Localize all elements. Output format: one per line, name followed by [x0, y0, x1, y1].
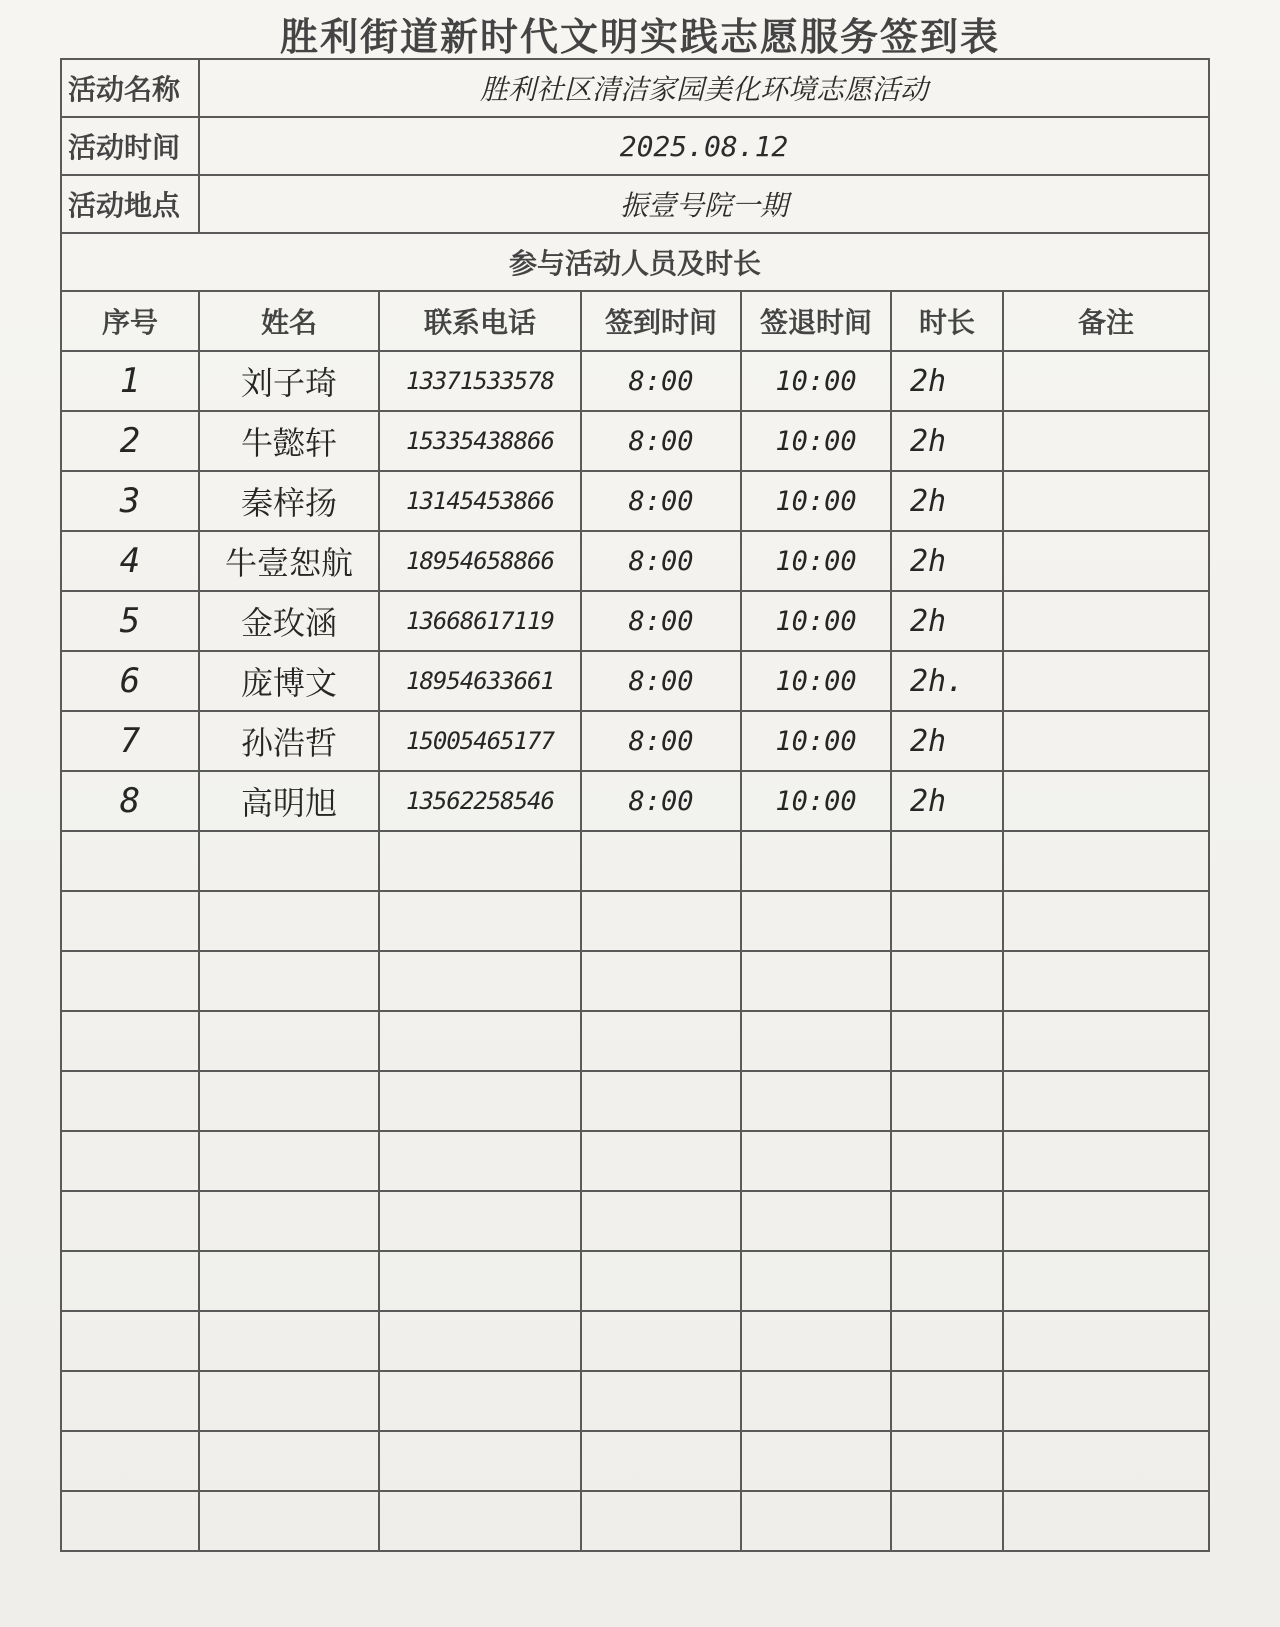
checkin-cell: 8:00: [581, 471, 741, 531]
empty-cell: [379, 951, 581, 1011]
activity-time-label: 活动时间: [61, 117, 199, 175]
duration-cell: 2h: [891, 351, 1003, 411]
empty-row: [61, 1311, 1209, 1371]
phone-cell: 18954633661: [379, 651, 581, 711]
checkin-cell: 8:00: [581, 651, 741, 711]
note-cell: [1003, 351, 1209, 411]
phone-cell: 13668617119: [379, 591, 581, 651]
empty-cell: [61, 951, 199, 1011]
note-cell: [1003, 711, 1209, 771]
empty-row: [61, 1011, 1209, 1071]
empty-cell: [379, 1131, 581, 1191]
seq-cell: 7: [61, 711, 199, 771]
checkout-cell: 10:00: [741, 591, 891, 651]
empty-row: [61, 831, 1209, 891]
empty-cell: [199, 891, 379, 951]
phone-cell: 15005465177: [379, 711, 581, 771]
duration-cell: 2h: [891, 411, 1003, 471]
empty-cell: [1003, 891, 1209, 951]
empty-cell: [581, 1011, 741, 1071]
note-cell: [1003, 591, 1209, 651]
name-cell: 牛壹恕航: [199, 531, 379, 591]
empty-cell: [61, 891, 199, 951]
empty-cell: [581, 1491, 741, 1551]
empty-cell: [581, 1311, 741, 1371]
table-row: [61, 591, 1209, 651]
empty-cell: [741, 831, 891, 891]
header-name: 姓名: [199, 291, 379, 351]
header-note: 备注: [1003, 291, 1209, 351]
empty-cell: [199, 1071, 379, 1131]
phone-cell: 13562258546: [379, 771, 581, 831]
empty-row: [61, 1431, 1209, 1491]
seq-cell: 4: [61, 531, 199, 591]
empty-cell: [61, 1491, 199, 1551]
empty-cell: [379, 1071, 581, 1131]
header-seq: 序号: [61, 291, 199, 351]
seq-cell: 8: [61, 771, 199, 831]
name-cell: 秦梓扬: [199, 471, 379, 531]
note-cell: [1003, 651, 1209, 711]
checkin-cell: 8:00: [581, 591, 741, 651]
seq-cell: 1: [61, 351, 199, 411]
empty-cell: [741, 1311, 891, 1371]
duration-cell: 2h: [891, 591, 1003, 651]
empty-cell: [199, 951, 379, 1011]
header-checkin: 签到时间: [581, 291, 741, 351]
header-phone: 联系电话: [379, 291, 581, 351]
table-row: [61, 411, 1209, 471]
checkout-cell: 10:00: [741, 531, 891, 591]
empty-cell: [379, 1371, 581, 1431]
page-title: 胜利街道新时代文明实践志愿服务签到表: [279, 14, 1000, 59]
empty-cell: [379, 1491, 581, 1551]
empty-cell: [891, 1131, 1003, 1191]
empty-cell: [61, 1011, 199, 1071]
empty-cell: [741, 1371, 891, 1431]
table-row: [61, 771, 1209, 831]
seq-cell: 5: [61, 591, 199, 651]
empty-cell: [61, 831, 199, 891]
duration-cell: 2h: [891, 531, 1003, 591]
empty-cell: [1003, 1251, 1209, 1311]
table-row: [61, 651, 1209, 711]
empty-cell: [199, 1371, 379, 1431]
table-row: [61, 711, 1209, 771]
empty-cell: [891, 951, 1003, 1011]
table-row: [61, 351, 1209, 411]
empty-row: [61, 1251, 1209, 1311]
phone-cell: 13371533578: [379, 351, 581, 411]
empty-cell: [891, 1311, 1003, 1371]
empty-cell: [199, 1131, 379, 1191]
checkout-cell: 10:00: [741, 711, 891, 771]
name-cell: 刘子琦: [199, 351, 379, 411]
activity-time-row: [61, 117, 1209, 175]
empty-cell: [1003, 951, 1209, 1011]
phone-cell: 15335438866: [379, 411, 581, 471]
empty-cell: [741, 1491, 891, 1551]
empty-cell: [581, 831, 741, 891]
empty-row: [61, 1191, 1209, 1251]
empty-cell: [891, 891, 1003, 951]
empty-cell: [581, 1431, 741, 1491]
checkout-cell: 10:00: [741, 351, 891, 411]
empty-cell: [891, 1071, 1003, 1131]
checkout-cell: 10:00: [741, 651, 891, 711]
phone-cell: 13145453866: [379, 471, 581, 531]
empty-row: [61, 1131, 1209, 1191]
empty-cell: [581, 1131, 741, 1191]
empty-cell: [741, 1011, 891, 1071]
empty-cell: [379, 1311, 581, 1371]
empty-cell: [1003, 1311, 1209, 1371]
empty-cell: [199, 1311, 379, 1371]
empty-cell: [741, 1131, 891, 1191]
checkin-cell: 8:00: [581, 351, 741, 411]
empty-cell: [61, 1371, 199, 1431]
name-cell: 高明旭: [199, 771, 379, 831]
empty-cell: [581, 951, 741, 1011]
empty-cell: [1003, 1131, 1209, 1191]
empty-cell: [379, 1191, 581, 1251]
column-header-row: [61, 291, 1209, 351]
section-row: [61, 233, 1209, 291]
empty-cell: [581, 891, 741, 951]
empty-cell: [199, 1011, 379, 1071]
empty-row: [61, 891, 1209, 951]
empty-cell: [1003, 831, 1209, 891]
activity-place-row: [61, 175, 1209, 233]
empty-cell: [61, 1251, 199, 1311]
empty-cell: [61, 1191, 199, 1251]
header-duration: 时长: [891, 291, 1003, 351]
empty-cell: [891, 1431, 1003, 1491]
name-cell: 庞博文: [199, 651, 379, 711]
empty-cell: [61, 1131, 199, 1191]
activity-name-row: [61, 59, 1209, 117]
empty-cell: [891, 1491, 1003, 1551]
empty-cell: [61, 1431, 199, 1491]
activity-name-label: 活动名称: [61, 59, 199, 117]
empty-cell: [379, 1431, 581, 1491]
seq-cell: 2: [61, 411, 199, 471]
empty-cell: [379, 1251, 581, 1311]
signin-form-table: [60, 58, 1210, 1552]
empty-cell: [891, 831, 1003, 891]
empty-cell: [741, 1071, 891, 1131]
table-row: [61, 471, 1209, 531]
empty-cell: [1003, 1011, 1209, 1071]
name-cell: 孙浩哲: [199, 711, 379, 771]
empty-cell: [199, 831, 379, 891]
checkin-cell: 8:00: [581, 771, 741, 831]
empty-cell: [61, 1311, 199, 1371]
empty-cell: [581, 1191, 741, 1251]
name-cell: 牛懿轩: [199, 411, 379, 471]
checkout-cell: 10:00: [741, 411, 891, 471]
empty-cell: [741, 1191, 891, 1251]
empty-cell: [891, 1251, 1003, 1311]
note-cell: [1003, 531, 1209, 591]
empty-cell: [741, 1251, 891, 1311]
activity-name-value: 胜利社区清洁家园美化环境志愿活动: [199, 59, 1209, 117]
empty-cell: [741, 891, 891, 951]
checkout-cell: 10:00: [741, 471, 891, 531]
table-row: [61, 531, 1209, 591]
empty-cell: [199, 1491, 379, 1551]
section-title: 参与活动人员及时长: [61, 233, 1209, 291]
empty-cell: [581, 1071, 741, 1131]
empty-cell: [379, 831, 581, 891]
empty-row: [61, 1371, 1209, 1431]
empty-cell: [199, 1191, 379, 1251]
empty-cell: [891, 1371, 1003, 1431]
activity-time-value: 2025.08.12: [199, 117, 1209, 175]
empty-cell: [1003, 1191, 1209, 1251]
empty-cell: [1003, 1371, 1209, 1431]
empty-cell: [199, 1431, 379, 1491]
empty-cell: [379, 891, 581, 951]
duration-cell: 2h: [891, 771, 1003, 831]
empty-cell: [61, 1071, 199, 1131]
checkin-cell: 8:00: [581, 711, 741, 771]
note-cell: [1003, 771, 1209, 831]
duration-cell: 2h: [891, 471, 1003, 531]
empty-row: [61, 951, 1209, 1011]
activity-place-label: 活动地点: [61, 175, 199, 233]
empty-cell: [199, 1251, 379, 1311]
name-cell: 金玫涵: [199, 591, 379, 651]
empty-cell: [891, 1191, 1003, 1251]
note-cell: [1003, 411, 1209, 471]
empty-cell: [1003, 1491, 1209, 1551]
empty-cell: [379, 1011, 581, 1071]
empty-cell: [741, 1431, 891, 1491]
empty-cell: [891, 1011, 1003, 1071]
empty-cell: [581, 1251, 741, 1311]
checkin-cell: 8:00: [581, 411, 741, 471]
empty-cell: [581, 1371, 741, 1431]
activity-place-value: 振壹号院一期: [199, 175, 1209, 233]
empty-row: [61, 1071, 1209, 1131]
note-cell: [1003, 471, 1209, 531]
empty-cell: [1003, 1431, 1209, 1491]
header-checkout: 签退时间: [741, 291, 891, 351]
empty-cell: [1003, 1071, 1209, 1131]
checkin-cell: 8:00: [581, 531, 741, 591]
empty-row: [61, 1491, 1209, 1551]
seq-cell: 6: [61, 651, 199, 711]
duration-cell: 2h.: [891, 651, 1003, 711]
empty-cell: [741, 951, 891, 1011]
phone-cell: 18954658866: [379, 531, 581, 591]
seq-cell: 3: [61, 471, 199, 531]
duration-cell: 2h: [891, 711, 1003, 771]
checkout-cell: 10:00: [741, 771, 891, 831]
